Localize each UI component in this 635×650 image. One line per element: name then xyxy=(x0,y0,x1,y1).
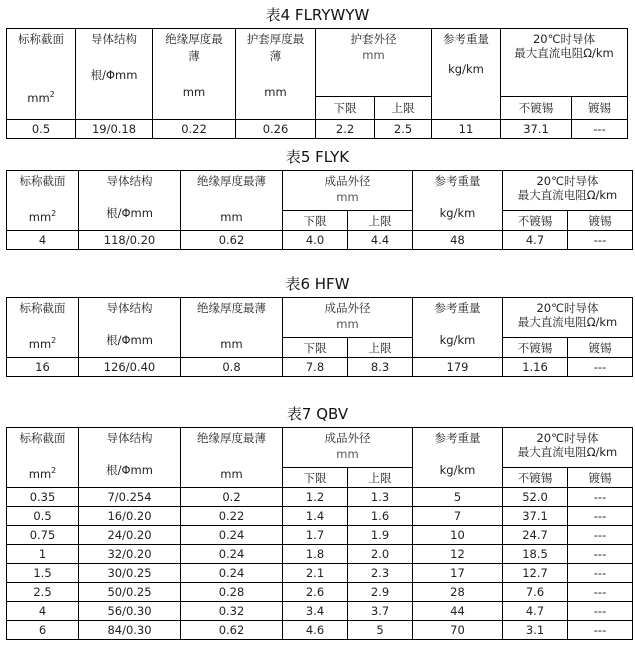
header-tinned: 镀锡 xyxy=(572,96,628,119)
table4-flrywyw xyxy=(6,28,628,139)
header-weight: 参考重量 kg/km xyxy=(413,298,503,358)
table-row: 0.75 24/0.20 0.24 1.7 1.9 10 24.7 --- xyxy=(7,526,633,545)
header-untinned: 不镀锡 xyxy=(503,338,568,358)
header-resistance: 20℃时导体 最大直流电阻Ω/km xyxy=(503,298,633,338)
header-upper: 上限 xyxy=(375,96,432,119)
header-untinned: 不镀锡 xyxy=(503,211,568,231)
header-insulation-min: 绝缘厚度最薄 mm xyxy=(181,171,283,231)
header-nominal-section: 标称截面 $mm^2$ xyxy=(7,428,79,488)
table7-qbv xyxy=(6,427,633,640)
header-lower: 下限 xyxy=(283,468,348,488)
header-insulation-min: 绝缘厚度最薄 mm xyxy=(181,298,283,358)
header-nominal-section: 标称截面 $mm^2$ xyxy=(7,29,76,120)
header-tinned: 镀锡 xyxy=(568,468,633,488)
header-weight: 参考重量 kg/km xyxy=(432,29,501,120)
header-upper: 上限 xyxy=(348,211,413,231)
table-row: 1 32/0.20 0.24 1.8 2.0 12 18.5 --- xyxy=(7,545,633,564)
header-nominal-section: 标称截面 $mm^2$ xyxy=(7,171,79,231)
header-sheath-min: 护套厚度最 薄 mm xyxy=(236,29,316,120)
header-conductor: 导体结构 根/Φmm xyxy=(79,171,181,231)
header-tinned: 镀锡 xyxy=(568,211,633,231)
header-lower: 下限 xyxy=(283,211,348,231)
table-row: 6 84/0.30 0.62 4.6 5 70 3.1 --- xyxy=(7,621,633,640)
header-lower: 下限 xyxy=(316,96,375,119)
table-row: 2.5 50/0.25 0.28 2.6 2.9 28 7.6 --- xyxy=(7,583,633,602)
table-row: 4 118/0.20 0.62 4.0 4.4 48 4.7 --- xyxy=(7,231,633,250)
table4-title: 表4 FLRYWYW xyxy=(265,6,370,24)
table-row: 0.5 16/0.20 0.22 1.4 1.6 7 37.1 --- xyxy=(7,507,633,526)
header-insulation-min: 绝缘厚度最 薄 mm xyxy=(153,29,236,120)
header-insulation-min: 绝缘厚度最薄 mm xyxy=(181,428,283,488)
unit-mm2: $mm^2$ xyxy=(27,90,55,105)
header-product-od: 成品外径 mm xyxy=(283,428,413,468)
header-resistance: 20℃时导体 最大直流电阻Ω/km xyxy=(503,428,633,468)
header-upper: 上限 xyxy=(348,468,413,488)
table-row: 16 126/0.40 0.8 7.8 8.3 179 1.16 --- xyxy=(7,358,633,377)
header-upper: 上限 xyxy=(348,338,413,358)
header-product-od: 成品外径 mm xyxy=(283,298,413,338)
header-conductor: 导体结构 根/Φmm xyxy=(76,29,153,120)
header-product-od: 成品外径 mm xyxy=(283,171,413,211)
table5-flyk xyxy=(6,170,633,250)
header-conductor: 导体结构 根/Φmm xyxy=(79,298,181,358)
table-row: 0.35 7/0.254 0.2 1.2 1.3 5 52.0 --- xyxy=(7,488,633,507)
header-weight: 参考重量 kg/km xyxy=(413,428,503,488)
header-untinned: 不镀锡 xyxy=(501,96,572,119)
table6-title: 表6 HFW xyxy=(285,275,350,293)
header-resistance: 20℃时导体 最大直流电阻Ω/km xyxy=(503,171,633,211)
header-weight: 参考重量 kg/km xyxy=(413,171,503,231)
header-lower: 下限 xyxy=(283,338,348,358)
table6-hfw xyxy=(6,297,633,377)
table-row: 1.5 30/0.25 0.24 2.1 2.3 17 12.7 --- xyxy=(7,564,633,583)
header-nominal-section: 标称截面 $mm^2$ xyxy=(7,298,79,358)
header-resistance: 20℃时导体 最大直流电阻Ω/km xyxy=(501,29,628,97)
table5-title: 表5 FLYK xyxy=(285,148,350,166)
header-tinned: 镀锡 xyxy=(568,338,633,358)
table-row: 4 56/0.30 0.32 3.4 3.7 44 4.7 --- xyxy=(7,602,633,621)
header-untinned: 不镀锡 xyxy=(503,468,568,488)
header-sheath-od: 护套外径 mm xyxy=(316,29,432,97)
table-row: 0.5 19/0.18 0.22 0.26 2.2 2.5 11 37.1 --- xyxy=(7,120,628,139)
table7-title: 表7 QBV xyxy=(286,405,349,423)
header-conductor: 导体结构 根/Φmm xyxy=(79,428,181,488)
